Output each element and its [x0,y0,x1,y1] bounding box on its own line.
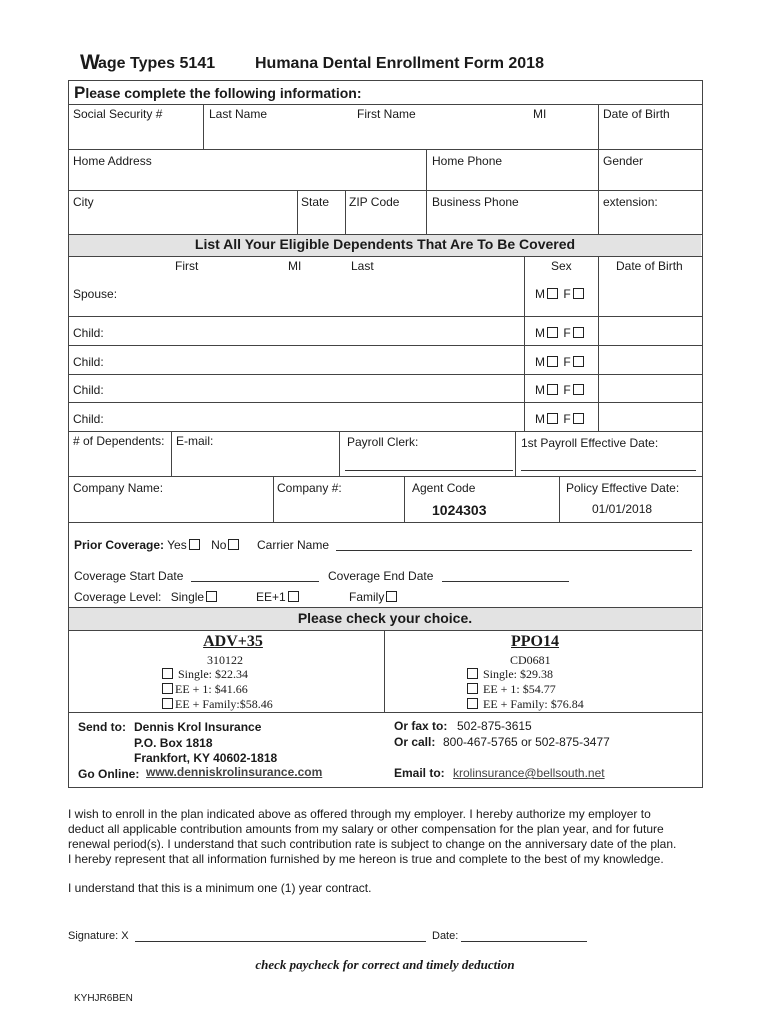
send-to-name: Dennis Krol Insurance [134,720,262,734]
agent-code-value: 1024303 [432,502,487,518]
plan-heading: Please check your choice. [297,610,473,626]
prior-yes-checkbox[interactable] [189,539,200,550]
level-family: Family [349,590,399,604]
dep-row-label: Child: [73,383,104,397]
divider [273,476,274,522]
ppo-family-checkbox[interactable] [467,698,478,709]
payroll-clerk-label: Payroll Clerk: [347,435,419,449]
city-label: City [73,195,94,209]
company-name-label: Company Name: [73,481,164,495]
legal-line: renewal period(s). I understand that such contribution rate is subject to change on the anniversary date of the plan. [68,837,677,851]
adv-family-option: EE + Family:$58.46 [160,697,273,711]
adv-plan-code: 310122 [207,653,243,667]
paycheck-note: check paycheck for correct and timely deduction [255,957,515,972]
level-family-checkbox[interactable] [386,591,397,602]
ppo-plan-code: CD0681 [510,653,551,667]
carrier-name-label: Carrier Name [257,538,330,552]
go-online-label: Go Online: [78,767,140,781]
male-checkbox[interactable] [547,384,558,395]
dep-sex-choice: M F [535,412,586,426]
ppo-single-checkbox[interactable] [467,668,478,679]
ppo-ee1-option: EE + 1: $54.77 [465,682,556,696]
female-checkbox[interactable] [573,384,584,395]
dob-label: Date of Birth [603,107,670,121]
ssn-label: Social Security # [73,107,163,121]
divider [384,630,385,712]
divider [68,476,702,477]
email-to-label: Email to: [394,766,445,780]
home-phone-label: Home Phone [432,154,503,168]
call-label: Or call: [394,735,436,749]
male-checkbox[interactable] [547,327,558,338]
date-label: Date: [432,930,459,942]
divider [339,431,340,476]
prior-coverage-row: Prior Coverage: Yes No [74,538,241,552]
adv-ee1-option: EE + 1: $41.66 [160,682,248,696]
home-address-label: Home Address [73,154,152,168]
divider [598,104,599,235]
divider [68,149,702,150]
wage-types-label: age Types 5141 [98,55,216,72]
dep-col-mi: MI [288,259,302,273]
last-name-label: Last Name [209,107,268,121]
divider [404,476,405,522]
prior-coverage-label: Prior Coverage: [74,538,165,552]
divider [68,431,702,432]
gender-label: Gender [603,154,644,168]
divider [68,234,702,235]
signature-label: Signature: X [68,930,129,942]
ppo-single-option: Single: $29.38 [465,667,553,681]
divider [171,431,172,476]
first-payroll-label: 1st Payroll Effective Date: [521,436,659,450]
level-ee1: EE+1 [256,590,301,604]
divider [68,345,702,346]
divider [524,256,525,431]
dep-col-last: Last [351,259,374,273]
form-code: KYHJR6BEN [74,993,133,1004]
divider [426,149,427,235]
divider [68,190,702,191]
legal-line: I wish to enroll in the plan indicated above as offered through my employer. I hereby authorize my employer to [68,807,651,821]
state-label: State [301,195,330,209]
male-checkbox[interactable] [547,288,558,299]
divider [559,476,560,522]
divider [345,190,346,235]
dependents-heading: List All Your Eligible Dependents That Are To Be Covered [194,236,576,252]
divider [598,256,599,431]
divider [68,256,702,257]
date-line[interactable] [461,941,587,942]
coverage-end-line [442,581,569,582]
dep-sex-choice: M F [535,355,586,369]
dep-row-label: Spouse: [73,287,118,301]
policy-effective-label: Policy Effective Date: [566,481,680,495]
legal-line: deduct all applicable contribution amounts from my salary or other compensation for the plan year, and for future [68,822,664,836]
form-header [80,51,680,75]
email-link[interactable]: krolinsurance@bellsouth.net [453,766,605,780]
divider [68,374,702,375]
form-title: Humana Dental Enrollment Form 2018 [255,55,544,72]
female-checkbox[interactable] [573,413,584,424]
wage-types-initial: W [80,51,100,74]
dep-col-first: First [175,259,199,273]
dep-row-label: Child: [73,412,104,426]
contract-note: I understand that this is a minimum one (1) year contract. [68,881,372,895]
divider [68,630,702,631]
website-link[interactable]: www.denniskrolinsurance.com [146,765,323,779]
agent-code-label: Agent Code [412,481,476,495]
divider [68,104,702,105]
female-checkbox[interactable] [573,356,584,367]
divider [203,104,204,149]
first-name-label: First Name [357,107,416,121]
extension-label: extension: [603,195,658,209]
dep-row-label: Child: [73,355,104,369]
dep-sex-choice: M F [535,326,586,340]
female-checkbox[interactable] [573,288,584,299]
divider [68,316,702,317]
zip-label: ZIP Code [349,195,400,209]
male-checkbox[interactable] [547,356,558,367]
po-box: P.O. Box 1818 [134,736,213,750]
personal-heading: Please complete the following information: [74,83,362,102]
company-num-label: Company #: [277,481,342,495]
city-state-zip: Frankfort, KY 40602-1818 [134,751,278,765]
mi-label: MI [533,107,547,121]
fax-number: 502-875-3615 [457,719,532,733]
dep-col-sex: Sex [551,259,572,273]
coverage-level-label: Coverage Level: [74,590,162,604]
send-to-label: Send to: [78,720,126,734]
legal-line: I hereby represent that all information furnished by me hereon is true and complete to the best of my knowledge. [68,852,664,866]
ppo-plan-name: PPO14 [511,633,559,650]
first-payroll-line [521,470,696,471]
dep-col-dob: Date of Birth [616,259,683,273]
signature-line[interactable] [135,941,426,942]
dep-sex-choice: M F [535,287,586,301]
level-single-checkbox[interactable] [206,591,217,602]
coverage-start-label: Coverage Start Date [74,569,184,583]
dep-row-label: Child: [73,326,104,340]
business-phone-label: Business Phone [432,195,519,209]
divider [68,712,702,713]
female-checkbox[interactable] [573,327,584,338]
email-label: E-mail: [176,434,214,448]
coverage-level-row: Coverage Level: Single [74,590,219,604]
divider [68,402,702,403]
call-numbers: 800-467-5765 or 502-875-3477 [443,735,610,749]
level-ee1-checkbox[interactable] [288,591,299,602]
adv-single-option: Single: $22.34 [160,667,248,681]
coverage-start-line [191,581,319,582]
prior-no-checkbox[interactable] [228,539,239,550]
dep-sex-choice: M F [535,383,586,397]
divider [515,431,516,476]
payroll-clerk-line [345,470,513,471]
adv-ee1-checkbox[interactable] [162,683,173,694]
ppo-family-option: EE + Family: $76.84 [465,697,584,711]
fax-label: Or fax to: [394,719,448,733]
divider [68,522,702,523]
ppo-ee1-checkbox[interactable] [467,683,478,694]
adv-plan-name: ADV+35 [203,633,263,650]
num-dependents-label: # of Dependents: [73,434,165,448]
policy-effective-value: 01/01/2018 [592,502,653,516]
adv-family-checkbox[interactable] [162,698,173,709]
male-checkbox[interactable] [547,413,558,424]
coverage-end-label: Coverage End Date [328,569,434,583]
divider [297,190,298,235]
carrier-name-line [336,550,692,551]
adv-single-checkbox[interactable] [162,668,173,679]
